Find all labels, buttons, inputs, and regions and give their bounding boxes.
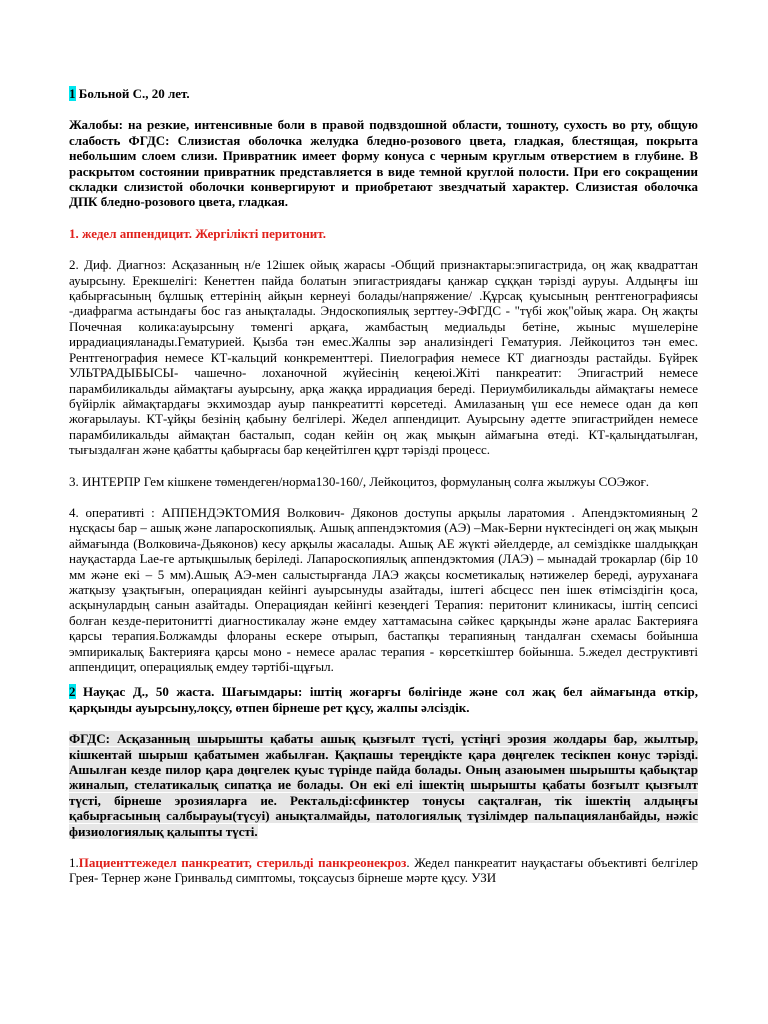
case2-item1-text: . Жедел панкреатит науқастағы объективті белгілер Грея- Тернер және Гринвальд симптомы, тоқсаусыз бірнеше мәрте құсу. УЗИ [69, 855, 698, 886]
case1-lab-interpretation: 3. ИНТЕРПР Гем кішкене төмендеген/норма130-160/, Лейкоцитоз, формуланың солға жылжуы СОЭжоғ. [69, 473, 650, 489]
document-page [69, 86, 698, 886]
case2-heading-text: Науқас Д., 50 жаста. Шағымдары: іштің жоғарғы бөлігінде және сол жақ бел аймағында өткір, қарқынды ауырсыну,лоқсу, өтпен бірнеше рет құсу, жалпы әлсіздік. [69, 684, 698, 715]
case2-item1-prefix: 1. [69, 855, 79, 871]
case2-heading [69, 684, 698, 715]
case2-item1 [69, 855, 698, 886]
case1-treatment: 4. оперативті : АППЕНДЭКТОМИЯ Волкович- Дяконов доступы арқылы ларатомия . Апендэктомияның 2 нұсқасы бар – ашық және лапароскопиялық. Ашық аппендэктомия (АЭ) –Мак-Берни нүктесіндегі оң жақ мықын аймағында (Волковича-Дьяконов) кесу арқылы жасалады. Ашық АЕ жүкті әйелдерде, ал семіздікке шалдыққан науқастарда Lae-ге артықшылық беріледі. Лапароскопиялық аппендэктомия (ЛАЭ) – мынадай трокарлар (бір 10 мм және екі – 5 мм).Ашық АЭ-мен салыстырғанда ЛАЭ жақсы косметикалық нәтижелер береді, ауруханаға жатқызу ұзақтығын, операциядан кейінгі ауырсынуды азайтады, іштегі абсцесс пен ішек өтімсіздігін қоса, асқынулардың санын азайтады. Операциядан кейінгі кезеңдегі Терапия: перитонит клиникасы, іштің сепсисі болған кезде-перитонитті диагностикалау және емдеу хаттамасына сәйкес қарқынды және аралас Бактерияға қарсы терапия.Болжамды флораны ескере отырып, бастапқы терапияның тандалған схемасы бойынша эмпирикалық Бактерияға қарсы моно - немесе аралас терапия - көрсеткіштер бойынша. 5.жедел деструктивті аппендицит, операциялық емдеу тәртібі-щұғыл. [69, 504, 698, 674]
case2-fgds [69, 731, 698, 839]
case2-number: 2 [69, 684, 76, 700]
case1-heading-text: Больной С., 20 лет. [75, 86, 190, 101]
case1-differential-diagnosis: 2. Диф. Диагноз: Асқазанның н/е 12ішек ойық жарасы -Общий признактары:эпигастрида, оң жақ квадраттан ауырсыну. Ерекшелігі: Кенеттен пайда болатын эпигастриядағы қанжар сұққан тәрізді ауруы. Алдыңғы іш қабырғасының бұлшық еттерінің айқын кернеуі болады/напряжение/ .Құрсақ қуысының рентгенографиясы -диафрагма астындағы бос газ анықталады. Эндоскопиялық зерттеу-ЭФГДС - "түбі жоқ"ойық жара. Оң жақты Почечная колика:ауырсыну төменгі арқаға, жамбастың медиальды бетіне, жыныс мүшелеріне иррадиацияланады.Гематурией. Қызба тән емес.Жалпы зәр анализіндегі Гематурия. Лейкоцитоз тән емес. Рентгенография немесе КТ-кальций конкременттері. Пиелография немесе КТ диагнозды растайды. Бүйрек УЛЬТРАДЫБЫСЫ- чашечно- лоханочной жүйесінің кеңеюі.Жіті панкреатит: Эпигастрий немесе парамбиликальды аймақтағы ауырсыну, арқа жаққа иррадиация береді. Периумбиликальды аймақтағы немесе бүйірлік аймақтардағы экхимоздар ауыр панкреатитті көрсетеді. Амилазаның үш есе немесе одан да көп жоғарылауы. КТ-ұйқы безінің қабыну белгілері. Жедел аппендицит. Ауырсыну әдетте эпигастрийден немесе парамбиликальды аймақтан басталып, содан кейін оң жақ мықын аймағына өтеді. КТ-қалыңдатылған, тығыздалған және қабатты қабырғасы бар кеңейтілген құрт тәрізді процесс. [69, 257, 698, 458]
case1-number: 1 [69, 86, 76, 101]
case1-heading [69, 86, 698, 101]
case2-diagnosis: Пациенттежедел панкреатит, стерильді панкреонекроз [78, 855, 407, 871]
case1-complaints: Жалобы: на резкие, интенсивные боли в правой подвздошной области, тошноту, сухость во рту, общую слабость ФГДС: Слизистая оболочка желудка бледно-розового цвета, гладкая, блестящая, покрыта небольшим слоем слизи. Привратник имеет форму конуса с черным круглым отверстием в глубине. В раскрытом состоянии привратник представляется в виде темной круглой полости. При его сокращении складки слизистой оболочки конвергируют и приобретают звездчатый характер. Слизистая оболочка ДПК бледно-розового цвета, гладкая. [69, 117, 698, 210]
case1-diagnosis: 1. жедел аппендицит. Жергілікті перитонит. [69, 225, 326, 241]
case2-fgds-text: ФГДС: Асқазанның шырышты қабаты ашық қызғылт түсті, үстіңгі эрозия жолдары бар, жылтыр, кішкентай шырыш қабатымен жабылған. Қақпашы тереңдікте қара дөңгелек тесікпен конус тәрізді. Ашылған кезде пилор қара дөңгелек қуыс түрінде пайда болады. Оның азаюымен шырышты қабықтар жиналып, стелатикалық сипатқа ие болады. Он екі елі ішектің шырышты қабаты бозғылт қызғылт түсті, бірнеше эрозияларға ие. Ректальді:сфинктер тонусы сақталған, тік ішектің алдыңғы қабырғасының салбырауы(түсуі) анықталмайды, патологиялық түзілімдер пальпацияланбайды, нәжіс физиологиялық қалыпты түсті. [69, 731, 698, 839]
